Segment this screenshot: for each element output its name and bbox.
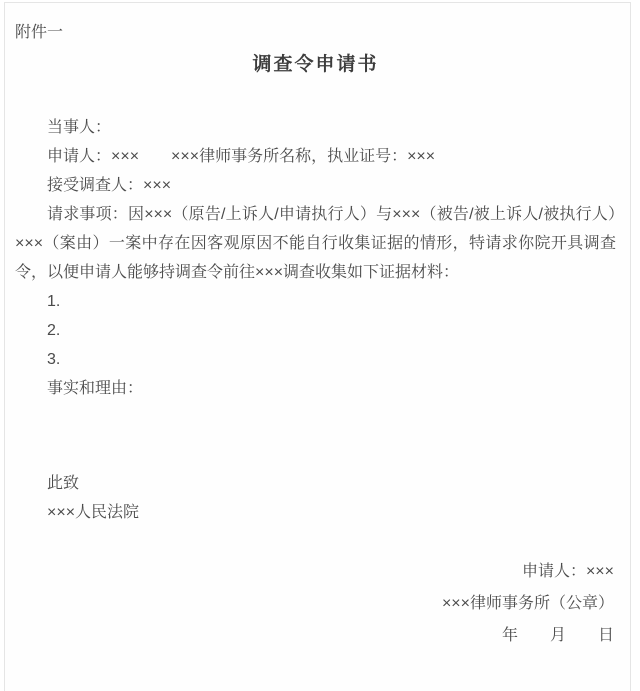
signature-block bbox=[15, 556, 616, 652]
closing-court-name: ×××人民法院 bbox=[47, 504, 140, 521]
attachment-label: 附件一 bbox=[15, 24, 64, 41]
list-item-1: 1. bbox=[47, 293, 61, 310]
signature-date: 年 月 日 bbox=[501, 627, 614, 644]
document-title: 调查令申请书 bbox=[252, 54, 379, 75]
paragraph-facts-and-reasons: 事实和理由： bbox=[47, 380, 144, 397]
signature-applicant: 申请人：××× bbox=[521, 563, 614, 580]
vertical-spacer bbox=[15, 403, 616, 469]
paragraph-parties: 当事人： bbox=[47, 119, 112, 136]
signature-firm-seal: ×××律师事务所（公章） bbox=[441, 595, 614, 612]
list-item-2: 2. bbox=[47, 322, 61, 339]
document-border-frame bbox=[4, 2, 631, 691]
paragraph-applicant: 申请人：××× ×××律师事务所名称，执业证号：××× bbox=[47, 148, 436, 165]
paragraph-request-items: 请求事项：因×××（原告/上诉人/申请执行人）与×××（被告/被上诉人/被执行人）×××（案由）一案中存在因客观原因不能自行收集证据的情形，特请求你院开具调查令，以便申请人能够持调查令前往×××调查收集如下证据材料： bbox=[15, 206, 616, 281]
document-body bbox=[15, 113, 616, 652]
vertical-spacer bbox=[15, 527, 616, 556]
closing-salutation: 此致 bbox=[47, 475, 80, 492]
paragraph-investigated-person: 接受调查人：××× bbox=[47, 177, 172, 194]
list-item-3: 3. bbox=[47, 351, 61, 368]
